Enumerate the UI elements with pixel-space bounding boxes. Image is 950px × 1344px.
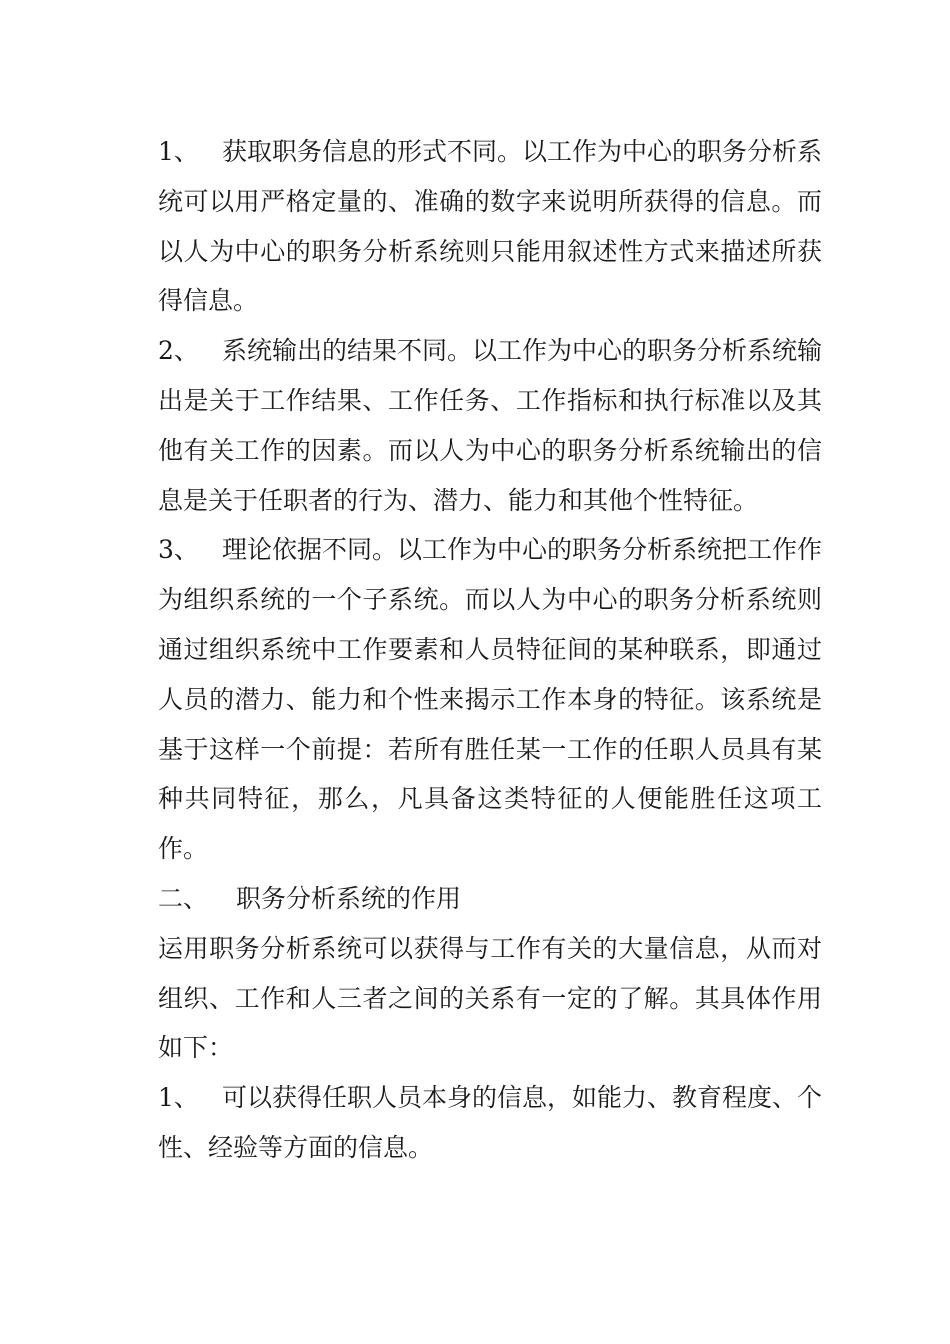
- paragraph-1: [158, 127, 822, 326]
- paragraph-number: 3、: [158, 535, 199, 565]
- paragraph-number: 1、: [158, 137, 199, 166]
- document-body: [158, 127, 822, 1173]
- paragraph-text: 可以获得任职人员本身的信息，如能力、教育程度、个性、经验等方面的信息。: [158, 1083, 823, 1162]
- paragraph-text: 系统输出的结果不同。以工作为中心的职务分析系统输出是关于工作结果、工作任务、工作指标和执行标准以及其他有关工作的因素。而以人为中心的职务分析系统输出的信息是关于任职者的行为、潜力、能力和其他个性特征。: [158, 336, 823, 515]
- paragraph-number: 1、: [158, 1083, 199, 1113]
- paragraph-2: [158, 326, 822, 525]
- section-number: 二、: [158, 883, 209, 913]
- paragraph-4: [158, 1073, 822, 1173]
- paragraph-text: 理论依据不同。以工作为中心的职务分析系统把工作作为组织系统的一个子系统。而以人为中心的职务分析系统则通过组织系统中工作要素和人员特征间的某种联系，即通过人员的潜力、能力和个性来揭示工作本身的特征。该系统是基于这样一个前提：若所有胜任某一工作的任职人员具有某种共同特征，那么，凡具备这类特征的人便能胜任这项工作。: [158, 535, 823, 864]
- section-heading: [158, 874, 822, 924]
- paragraph-text: 运用职务分析系统可以获得与工作有关的大量信息，从而对组织、工作和人三者之间的关系有一定的了解。其具体作用如下：: [158, 933, 822, 1063]
- paragraph-number: 2、: [158, 336, 199, 366]
- paragraph-3: [158, 525, 822, 874]
- paragraph-intro: [158, 924, 822, 1073]
- section-title: 职务分析系统的作用: [236, 883, 462, 913]
- paragraph-text: 获取职务信息的形式不同。以工作为中心的职务分析系统可以用严格定量的、准确的数字来说明所获得的信息。而以人为中心的职务分析系统则只能用叙述性方式来描述所获得信息。: [158, 137, 823, 316]
